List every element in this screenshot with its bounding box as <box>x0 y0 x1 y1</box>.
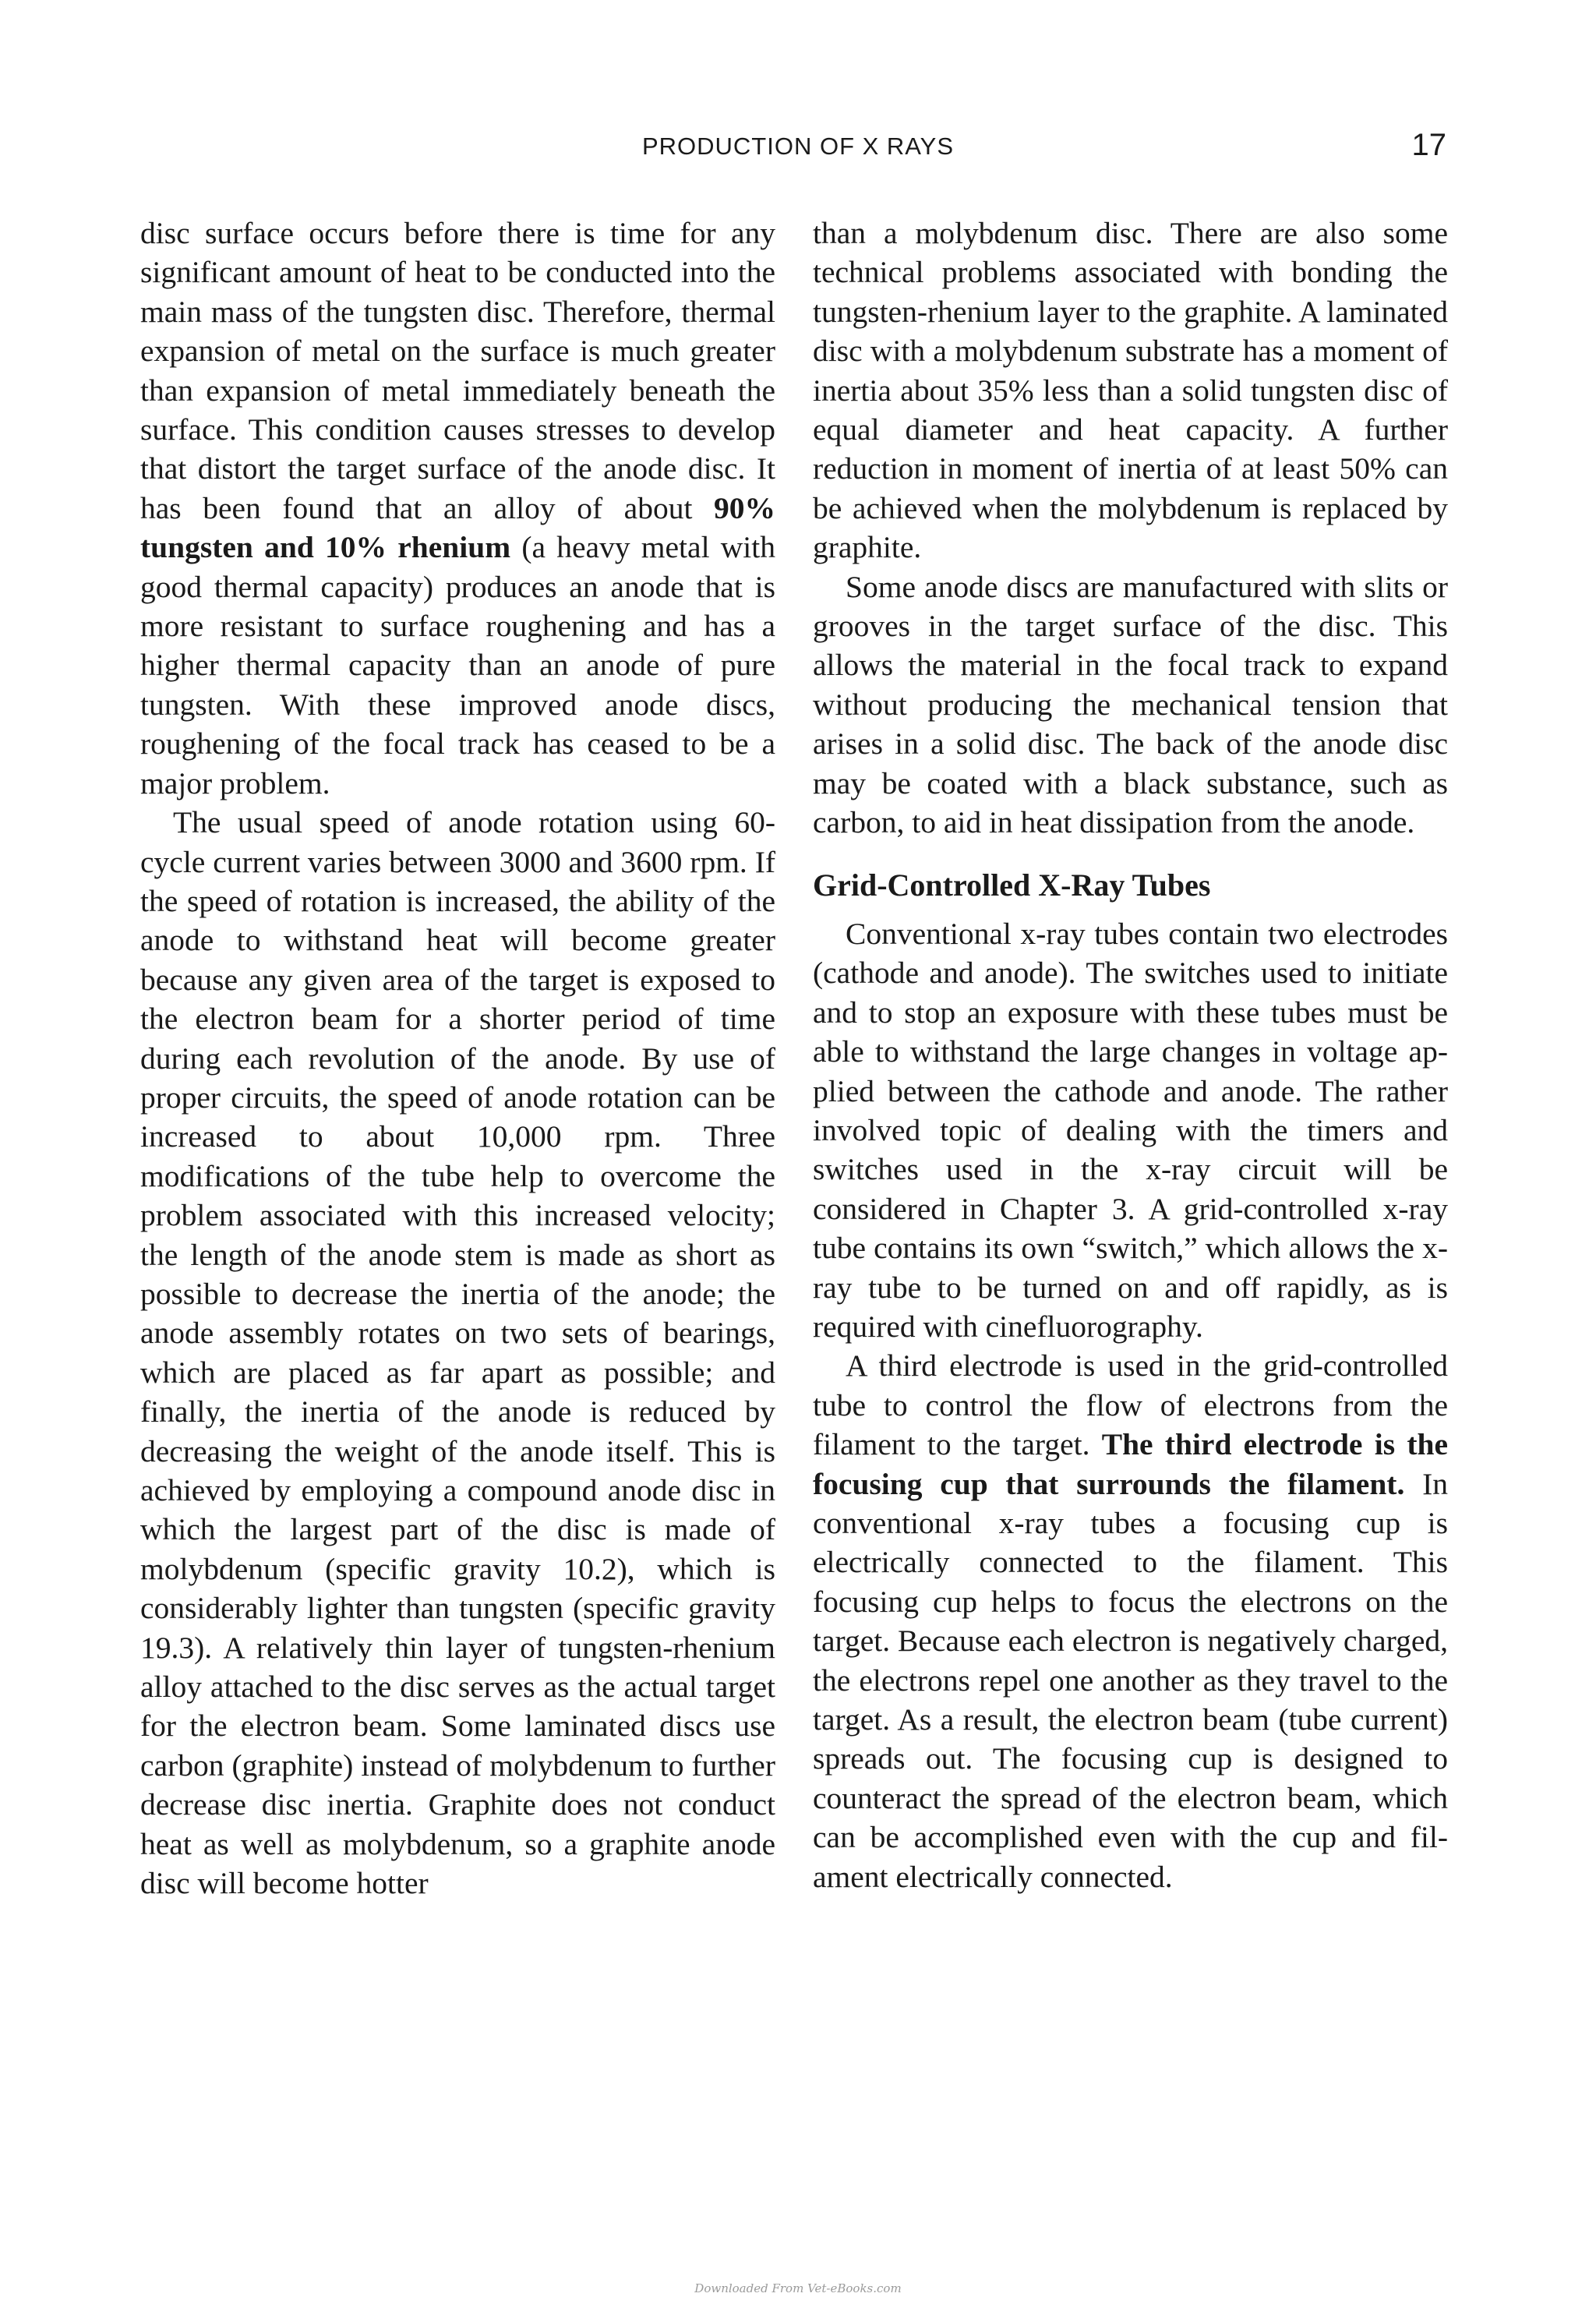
right-column <box>813 214 1448 1896</box>
paragraph <box>813 1346 1448 1896</box>
running-title: PRODUCTION OF X RAYS <box>641 133 955 160</box>
page-number: 17 <box>1411 128 1446 162</box>
running-head <box>0 128 1596 171</box>
left-column <box>140 214 775 1903</box>
paragraph-text: disc surface occurs before there is time for any significant amount of heat to be conducted into the main mass of the tungsten disc. Therefore, thermal expansion of metal on the surface is much greater than expansion of metal immediately beneath the surface. This condition causes stresses to develop that distort the target surface of the anode disc. It has been found that an alloy of about <box>140 216 775 525</box>
paragraph: Conventional x-ray tubes contain two electrodes (cathode and anode). The switches used to initiate and to stop an exposure with these tubes must be able to withstand the large changes in voltage applied between the cathode and anode. The rather involved topic of dealing with the timers and switches used in the x-ray circuit will be considered in Chapter 3. A grid-controlled x-ray tube contains its own “switch,” which allows the x-ray tube to be turned on and off rapidly, as is required with cinefluorography. <box>813 916 1448 1344</box>
paragraph-text: In conventional x-ray tubes a focusing cup is electrically connected to the filament. This focusing cup helps to focus the electrons on the target. Because each electron is negatively charged, the electrons repel one another as they travel to the target. As a result, the electron beam (tube current) spreads out. The focusing cup is designed to counteract the spread of the electron beam, which can be accomplished even with the cup and filament electrically connected. <box>813 1466 1448 1894</box>
paragraph-text: (a heavy metal with good thermal capacity) produces an anode that is more resistant to surface roughening and has a higher thermal capacity than an anode of pure tungsten. With these improved anode discs, roughening of the focal track has ceased to be a major problem. <box>140 530 775 800</box>
paragraph: Some anode discs are manufactured with slits or grooves in the target surface of the disc. This allows the material in the focal track to expand without producing the mechanical tension that arises in a solid disc. The back of the anode disc may be coated with a black substance, such as carbon, to aid in heat dissipation from the anode. <box>813 569 1448 840</box>
paragraph: than a molybdenum disc. There are also some technical problems associated with bonding the tungsten-rhenium layer to the graphite. A laminated disc with a molybdenum substrate has a moment of inertia about 35% less than a solid tungsten disc of equal diameter and heat capacity. A further reduction in moment of inertia of at least 50% can be achieved when the molybdenum is replaced by graphite. <box>813 216 1449 565</box>
paragraph-text: A third electrode is used in the grid-controlled tube to control the flow of electrons from the filament to the target. <box>813 1348 1448 1462</box>
bold-text: The third electrode is the focusing cup that surrounds the filament. <box>813 1427 1448 1501</box>
footer-watermark: Downloaded From Vet-eBooks.com <box>694 2281 902 2295</box>
bold-text: 90% tungsten and 10% rhenium <box>140 490 775 565</box>
section-heading: Grid-Controlled X-Ray Tubes <box>813 867 1211 903</box>
paragraph: The usual speed of anode rotation using 60-cycle current varies between 3000 and 3600 rpm. If the speed of rotation is increased, the ability of the anode to withstand heat will become greater because any given area of the target is exposed to the electron beam for a shorter period of time during each revolution of the anode. By use of proper circuits, the speed of anode rotation can be increased to about 10,000 rpm. Three modifications of the tube help to overcome the problem associated with this increased velocity; the length of the anode stem is made as short as possible to decrease the inertia of the anode; the anode assembly rotates on two sets of bearings, which are placed as far apart as possible; and finally, the inertia of the anode is reduced by decreasing the weight of the anode itself. This is achieved by employing a compound anode disc in which the largest part of the disc is made of molybdenum (specific gravity 10.2), which is considerably lighter than tungsten (specific gravity 19.3). A relatively thin layer of tungsten-rhenium alloy attached to the disc serves as the actual target for the electron beam. Some laminated discs use carbon (graphite) instead of molybdenum to further decrease disc inertia. Graphite does not conduct heat as well as molybdenum, so a graphite anode disc will become hotter <box>140 805 775 1901</box>
paragraph <box>140 214 775 803</box>
